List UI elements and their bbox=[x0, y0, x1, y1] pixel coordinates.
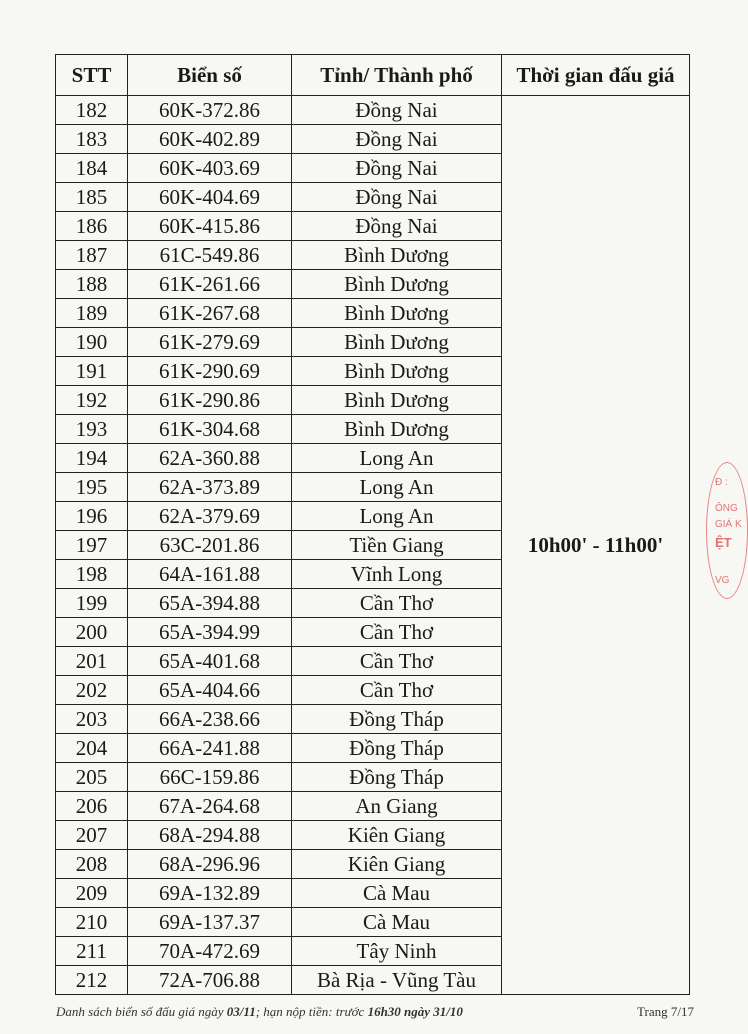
row-stt: 183 bbox=[56, 125, 128, 154]
footer-prefix: Danh sách biển số đấu giá ngày bbox=[56, 1004, 227, 1019]
row-province: Tây Ninh bbox=[292, 937, 502, 966]
footer-middle: ; hạn nộp tiền: trước bbox=[255, 1004, 368, 1019]
row-province: An Giang bbox=[292, 792, 502, 821]
row-province: Cà Mau bbox=[292, 879, 502, 908]
row-stt: 191 bbox=[56, 357, 128, 386]
row-stt: 210 bbox=[56, 908, 128, 937]
row-plate: 60K-372.86 bbox=[128, 96, 292, 125]
row-stt: 186 bbox=[56, 212, 128, 241]
row-stt: 190 bbox=[56, 328, 128, 357]
row-stt: 189 bbox=[56, 299, 128, 328]
row-plate: 72A-706.88 bbox=[128, 966, 292, 995]
row-plate: 61K-304.68 bbox=[128, 415, 292, 444]
row-plate: 62A-373.89 bbox=[128, 473, 292, 502]
header-auction-time: Thời gian đấu giá bbox=[502, 55, 690, 96]
row-stt: 199 bbox=[56, 589, 128, 618]
row-plate: 67A-264.68 bbox=[128, 792, 292, 821]
row-plate: 62A-379.69 bbox=[128, 502, 292, 531]
row-province: Bình Dương bbox=[292, 241, 502, 270]
row-province: Cần Thơ bbox=[292, 589, 502, 618]
row-stt: 187 bbox=[56, 241, 128, 270]
row-plate: 61K-267.68 bbox=[128, 299, 292, 328]
header-stt: STT bbox=[56, 55, 128, 96]
header-plate: Biển số bbox=[128, 55, 292, 96]
footer-date: 03/11 bbox=[226, 1004, 256, 1019]
row-stt: 182 bbox=[56, 96, 128, 125]
row-stt: 200 bbox=[56, 618, 128, 647]
row-stt: 206 bbox=[56, 792, 128, 821]
row-province: Bình Dương bbox=[292, 386, 502, 415]
row-stt: 192 bbox=[56, 386, 128, 415]
row-stt: 204 bbox=[56, 734, 128, 763]
row-stt: 185 bbox=[56, 183, 128, 212]
row-stt: 211 bbox=[56, 937, 128, 966]
page-number: Trang 7/17 bbox=[637, 1004, 694, 1019]
row-province: Kiên Giang bbox=[292, 850, 502, 879]
row-province: Cà Mau bbox=[292, 908, 502, 937]
row-province: Đồng Tháp bbox=[292, 763, 502, 792]
auction-time-cell: 10h00' - 11h00' bbox=[502, 96, 690, 995]
row-plate: 66C-159.86 bbox=[128, 763, 292, 792]
row-stt: 188 bbox=[56, 270, 128, 299]
row-province: Bình Dương bbox=[292, 270, 502, 299]
row-stt: 193 bbox=[56, 415, 128, 444]
row-plate: 65A-404.66 bbox=[128, 676, 292, 705]
auction-table bbox=[55, 54, 690, 995]
row-plate: 60K-402.89 bbox=[128, 125, 292, 154]
row-plate: 60K-404.69 bbox=[128, 183, 292, 212]
row-stt: 203 bbox=[56, 705, 128, 734]
footer-deadline: 16h30 ngày 31/10 bbox=[367, 1004, 463, 1019]
row-province: Long An bbox=[292, 473, 502, 502]
row-province: Kiên Giang bbox=[292, 821, 502, 850]
row-stt: 212 bbox=[56, 966, 128, 995]
row-stt: 205 bbox=[56, 763, 128, 792]
row-plate: 68A-296.96 bbox=[128, 850, 292, 879]
row-stt: 197 bbox=[56, 531, 128, 560]
row-stt: 208 bbox=[56, 850, 128, 879]
row-plate: 60K-403.69 bbox=[128, 154, 292, 183]
stamp-text-4: ỆT bbox=[715, 535, 732, 550]
row-province: Đồng Nai bbox=[292, 212, 502, 241]
row-province: Đồng Nai bbox=[292, 96, 502, 125]
row-province: Cần Thơ bbox=[292, 618, 502, 647]
row-stt: 202 bbox=[56, 676, 128, 705]
row-plate: 61K-290.86 bbox=[128, 386, 292, 415]
row-province: Cần Thơ bbox=[292, 676, 502, 705]
stamp-text-1: Đ : bbox=[715, 477, 728, 488]
row-province: Bình Dương bbox=[292, 328, 502, 357]
row-province: Đồng Nai bbox=[292, 125, 502, 154]
row-stt: 195 bbox=[56, 473, 128, 502]
row-stt: 198 bbox=[56, 560, 128, 589]
row-stt: 209 bbox=[56, 879, 128, 908]
row-plate: 63C-201.86 bbox=[128, 531, 292, 560]
row-province: Bình Dương bbox=[292, 299, 502, 328]
row-plate: 65A-394.88 bbox=[128, 589, 292, 618]
row-province: Tiền Giang bbox=[292, 531, 502, 560]
row-plate: 65A-401.68 bbox=[128, 647, 292, 676]
row-plate: 68A-294.88 bbox=[128, 821, 292, 850]
row-plate: 66A-238.66 bbox=[128, 705, 292, 734]
row-plate: 61K-261.66 bbox=[128, 270, 292, 299]
footer-note bbox=[56, 1004, 463, 1020]
row-stt: 196 bbox=[56, 502, 128, 531]
stamp-text-5: VG bbox=[715, 575, 730, 586]
row-plate: 61C-549.86 bbox=[128, 241, 292, 270]
page-footer bbox=[56, 1004, 694, 1020]
row-province: Đồng Nai bbox=[292, 183, 502, 212]
row-province: Long An bbox=[292, 444, 502, 473]
row-stt: 207 bbox=[56, 821, 128, 850]
row-plate: 65A-394.99 bbox=[128, 618, 292, 647]
row-province: Đồng Tháp bbox=[292, 705, 502, 734]
row-plate: 69A-132.89 bbox=[128, 879, 292, 908]
row-province: Bà Rịa - Vũng Tàu bbox=[292, 966, 502, 995]
row-plate: 61K-290.69 bbox=[128, 357, 292, 386]
row-province: Đồng Tháp bbox=[292, 734, 502, 763]
row-stt: 184 bbox=[56, 154, 128, 183]
header-province: Tỉnh/ Thành phố bbox=[292, 55, 502, 96]
row-plate: 64A-161.88 bbox=[128, 560, 292, 589]
table-header-row bbox=[56, 55, 690, 96]
stamp-text-3: GIÁ K bbox=[715, 519, 742, 530]
table-row bbox=[56, 96, 690, 125]
row-province: Bình Dương bbox=[292, 415, 502, 444]
row-stt: 201 bbox=[56, 647, 128, 676]
row-province: Vĩnh Long bbox=[292, 560, 502, 589]
row-plate: 66A-241.88 bbox=[128, 734, 292, 763]
stamp-text-2: ÔNG bbox=[715, 503, 738, 514]
row-province: Đồng Nai bbox=[292, 154, 502, 183]
row-province: Long An bbox=[292, 502, 502, 531]
row-plate: 61K-279.69 bbox=[128, 328, 292, 357]
row-province: Cần Thơ bbox=[292, 647, 502, 676]
row-plate: 60K-415.86 bbox=[128, 212, 292, 241]
row-plate: 70A-472.69 bbox=[128, 937, 292, 966]
row-province: Bình Dương bbox=[292, 357, 502, 386]
row-plate: 69A-137.37 bbox=[128, 908, 292, 937]
row-plate: 62A-360.88 bbox=[128, 444, 292, 473]
table-body bbox=[56, 96, 690, 995]
row-stt: 194 bbox=[56, 444, 128, 473]
red-stamp bbox=[706, 462, 748, 599]
